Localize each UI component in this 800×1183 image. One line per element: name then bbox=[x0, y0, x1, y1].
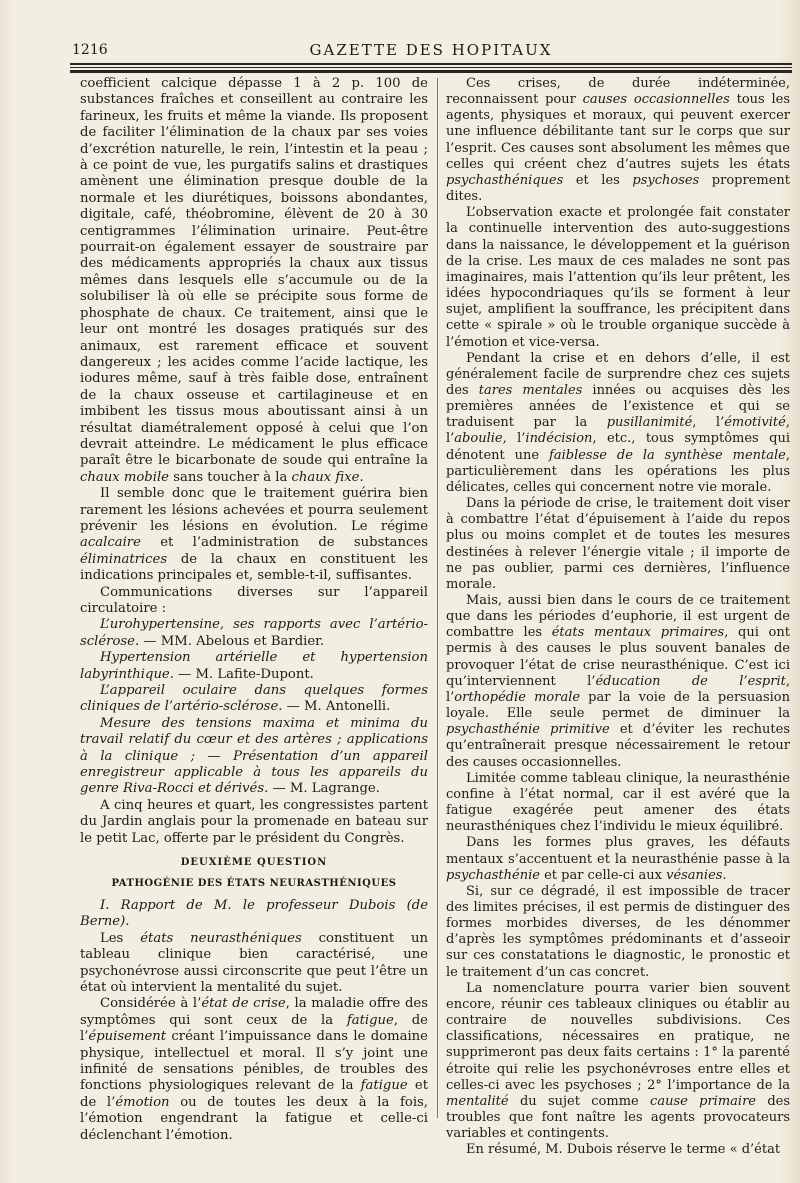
paragraph: coefficient calcique dépasse 1 à 2 p. 100 de substances fraîches et conseillent au contraire les farineux, les fruits et même la viande. Ils proposent de faciliter l’élimination de la chaux par ses voies d’excrétion naturelle, le rein, l’intestin et la peau ; à ce point de vue, les purgatifs salins et drastiques amènent une élimination presque double de la normale et les diurétiques, boissons abondantes, digitale, café, théobromine, élèvent de 20 à 30 centigrammes l’élimination urinaire. Peut-être pourrait-on également essayer de soustraire par des médicaments appropriés la chaux aux tissus mêmes dans lesquels elle s’accumule ou de la solubiliser là où elle se précipite sous forme de phosphate de chaux. Ce traitement, ainsi que le leur ont montré les dosages pratiqués sur des animaux, est rarement efficace et souvent dangereux ; les acides comme l’acide lactique, les iodures même, sauf à très faible dose, entraînent de la chaux osseuse et cartilagineuse et en imbibent les tissus mous aboutissant ainsi à un résultat diamétralement opposé à celui que l’on devrait atteindre. Le médicament le plus efficace paraît être le bicarbonate de soude qui entraîne la chaux mobile sans toucher à la chaux fixe. bbox=[80, 76, 428, 485]
subsection-heading: PATHOGÉNIE DES ÉTATS NEURASTHÉNIQUES bbox=[111, 877, 397, 889]
paragraph: Pendant la crise et en dehors d’elle, il est généralement facile de surprendre chez ces sujets des tares mentales innées ou acquises dès les premières années de l’existence et qui se traduisent par la pusillanimité, l’émotivité, l’aboulie, l’indécision, etc., tous symptômes qui dénotent une faiblesse de la synthèse mentale, particulièrement dans les opérations les plus délicates, celles qui concernent notre vie morale. bbox=[446, 350, 791, 495]
section-heading: DEUXIÈME QUESTION bbox=[180, 857, 328, 869]
header-rule bbox=[70, 63, 792, 65]
paragraph: En résumé, M. Dubois réserve le terme « d’état bbox=[466, 1142, 781, 1158]
communication-item: Mesure des tensions maxima et minima du travail relatif du cœur et des artères ; applications à la clinique ; — Présentation d’un appareil enregistreur applicable à tous les appareils du genre Riva-Rocci et dérivés. — M. Lagrange. bbox=[80, 715, 428, 797]
paragraph: Si, sur ce dégradé, il est impossible de tracer des limites précises, il est permis de distinguer des formes morbides diverses, de les dénommer d’après les symptômes prédominants et d’asseoir sur ces constatations le diagnostic, le pronostic et le traitement d’un cas concret. bbox=[446, 883, 790, 980]
column-divider bbox=[437, 78, 438, 1118]
paragraph: La nomenclature pourra varier bien souvent encore, réunir ces tableaux cliniques ou établir au contraire de nouvelles subdivisions. Ces classifications, nécessaires en pratique, ne supprimeront pas deux faits certains : 1° la parenté étroite qui relie les psychonévroses entre elles et celles-ci avec les psychoses ; 2° l’importance de la mentalité du sujet comme cause primaire des troubles que font naître les agents provocateurs variables et contingents. bbox=[446, 980, 790, 1142]
page-number: 1216 bbox=[72, 42, 108, 58]
paragraph: Considérée à l’état de crise, la maladie offre des symptômes qui sont ceux de la fatigue, de l’épuisement créant l’impuissance dans le domaine physique, intellectuel et moral. Il s’y joint une infinité de sensations pénibles, de troubles des fonctions physiologiques relevant de la fatigue et de l’émotion ou de toutes les deux à la fois, l’émotion engendrant la fatigue et celle-ci déclenchant l’émotion. bbox=[80, 996, 429, 1143]
header-rule bbox=[70, 67, 792, 68]
header-rule bbox=[70, 70, 792, 73]
paragraph: Dans la période de crise, le traitement doit viser à combattre l’état d’épuisement à l’aide du repos plus ou moins complet et de toutes les mesures destinées à relever l’énergie vitale ; il importe de ne pas oublier, parmi ces dernières, l’influence morale. bbox=[446, 496, 790, 592]
right-column bbox=[446, 76, 790, 1158]
paragraph: Ces crises, de durée indéterminée, reconnaissent pour causes occasionnelles tous les agents, physiques et moraux, qui peuvent exercer une influence débilitante tant sur le corps que sur l’esprit. Ces causes sont absolument les mêmes que celles qui créent chez d’autres sujets les états psychasthéniques et les psychoses proprement dites. bbox=[446, 76, 791, 205]
paragraph: L’observation exacte et prolongée fait constater la continuelle intervention des auto-suggestions dans la naissance, le développement et la guérison de la crise. Les maux de ces malades ne sont pas imaginaires, mais l’attention qu’ils leur prêtent, les idées hypocondriaques qu’ils se forment à leur sujet, amplifient la souffrance, les précipitent dans cette « spirale » où le trouble organique succède à l’émotion et vice-versa. bbox=[446, 205, 790, 350]
paragraph: Communications diverses sur l’appareil circulatoire : bbox=[80, 584, 428, 616]
communication-item: Hypertension artérielle et hypertension labyrinthique. — M. Lafite-Dupont. bbox=[80, 650, 428, 682]
communication-item: L’appareil oculaire dans quelques formes cliniques de l’artério-sclérose. — M. Antonelli. bbox=[80, 683, 428, 715]
report-title: I. Rapport de M. le professeur Dubois (de Berne). bbox=[80, 897, 428, 930]
left-column bbox=[80, 76, 428, 1144]
page-header bbox=[70, 38, 792, 64]
communication-item: L’urohypertensine, ses rapports avec l’artério-sclérose. — MM. Abelous et Bardier. bbox=[80, 617, 428, 649]
paragraph: Il semble donc que le traitement guérira bien rarement les lésions achevées et pourra seulement prévenir les lésions en évolution. Le régime acalcaire et l’administration de substances éliminatrices de la chaux en constituent les indications principales et, semble-t-il, suffisantes. bbox=[80, 486, 428, 584]
paragraph: Limitée comme tableau clinique, la neurasthénie confine à l’état normal, car il est avéré que la fatigue exagérée peut amener des états neurasthéniques chez l’individu le mieux équilibré. bbox=[446, 770, 790, 835]
paragraph: Mais, aussi bien dans le cours de ce traitement que dans les périodes d’euphorie, il est urgent de combattre les états mentaux primaires, qui ont permis à des causes le plus souvent banales de provoquer l’état de crise neurasthénique. C’est ici qu’interviennent l’éducation de l’esprit, l’orthopédie morale par la voie de la persuasion loyale. Elle seule permet de diminuer la psychasthénie primitive et d’éviter les rechutes qu’entraînerait presque nécessairement le retour des causes occasionnelles. bbox=[446, 593, 790, 770]
paragraph: A cinq heures et quart, les congressistes partent du Jardin anglais pour la promenade en bateau sur le petit Lac, offerte par le président du Congrès. bbox=[80, 797, 428, 846]
paragraph: Les états neurasthéniques constituent un tableau clinique bien caractérisé, une psychonévrose aussi circonscrite que peut l’être un état où intervient la mentalité du sujet. bbox=[80, 930, 428, 995]
paragraph: Dans les formes plus graves, les défauts mentaux s’accentuent et la neurasthénie passe à la psychasthénie et par celle-ci aux vésanies. bbox=[446, 835, 790, 883]
journal-title: GAZETTE DES HOPITAUX bbox=[309, 41, 553, 59]
